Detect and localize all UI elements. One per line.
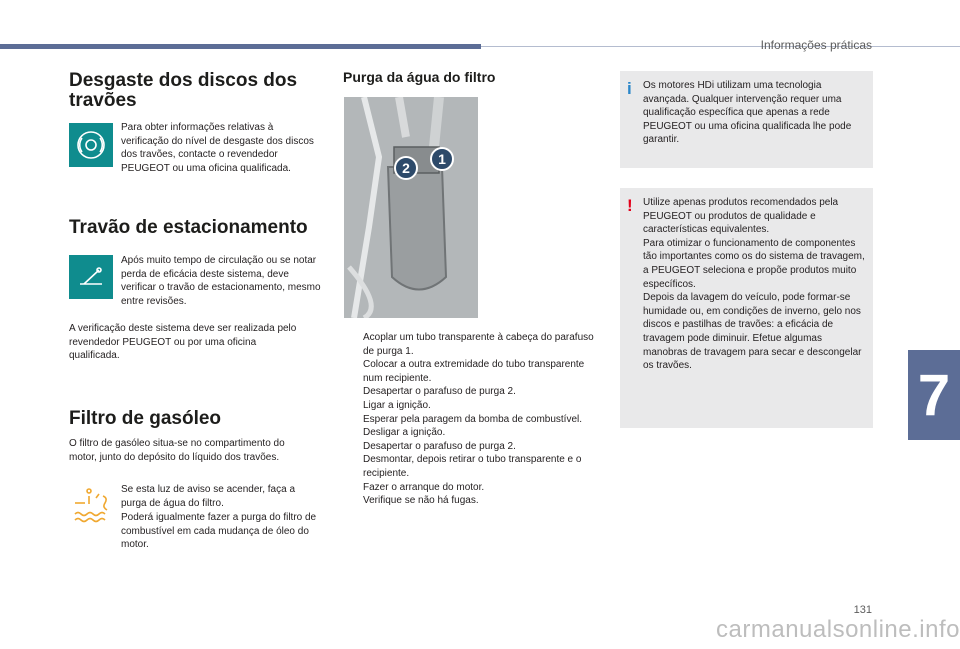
diesel-text: O filtro de gasóleo situa-se no compartimento do motor, junto do depósito do líquido dos travões. [69,438,285,463]
parking-brake-icon [69,255,113,299]
parking-title: Travão de estacionamento [69,217,308,238]
info-icon: i [627,79,632,98]
list-item: Desapertar o parafuso de purga 2. [363,440,516,452]
discs-title: Desgaste dos discos dos travões [69,70,298,111]
brake-disc-icon [69,123,113,167]
header-rule [481,46,960,47]
callout-1: 1 [438,151,446,167]
list-item: Desmontar, depois retirar o tubo transparente e o recipiente. [363,454,582,479]
page-number: 131 [853,604,872,616]
purge-title: Purga da água do filtro [343,69,496,85]
diesel-warning-text: Se esta luz de aviso se acender, faça a purga de água do filtro. [121,484,295,509]
list-item: Verifique se não há fugas. [363,495,479,507]
fuel-filter-photo [344,97,478,318]
list-item: Colocar a outra extremidade do tubo transparente num recipiente. [363,359,585,384]
callout-2: 2 [402,160,410,176]
diesel-warning-text2: Poderá igualmente fazer a purga do filtro de combustível em cada mudança de óleo do motor. [121,512,317,551]
purge-steps [343,331,598,508]
discs-text: Para obter informações relativas à verificação do nível de desgaste dos discos dos travões, contacte o revendedor PEUGEOT ou uma oficina qualificada. [121,122,314,174]
section-title: Informações práticas [760,38,872,52]
list-item: Desapertar o parafuso de purga 2. [363,386,516,398]
parking-text: Após muito tempo de circulação ou se notar perda de eficácia deste sistema, deve verificar o travão de estacionamento, mesmo entre revisões. [121,255,321,307]
warning-paragraph: Para otimizar o funcionamento de componentes tão importantes como os do sistema de travagem, a PEUGEOT seleciona e propõe produtos muito específicos. [643,237,865,290]
list-item: Desligar a ignição. [363,427,446,439]
list-item: Acoplar um tubo transparente à cabeça do parafuso de purga 1. [363,332,594,357]
water-in-fuel-warning-icon [71,484,115,528]
chapter-tab[interactable]: 7 [908,350,960,440]
list-item: Ligar a ignição. [363,399,431,411]
warning-paragraph: Utilize apenas produtos recomendados pela PEUGEOT ou produtos de qualidade e características equivalentes. [643,197,839,236]
list-item: Esperar pela paragem da bomba de combustível. [363,413,583,425]
list-item: Fazer o arranque do motor. [363,481,485,493]
warning-note [620,188,873,428]
info-note-text: Os motores HDi utilizam uma tecnologia avançada. Qualquer intervenção requer uma qualificação específica que apenas a rede PEUGEOT ou uma oficina qualificada lhe pode garantir. [643,80,852,146]
header-accent-bar [0,44,481,49]
parking-text2: A verificação deste sistema deve ser realizada pelo revendedor PEUGEOT ou por uma oficina qualificada. [69,323,297,362]
info-note [620,71,873,168]
warning-icon: ! [627,196,633,215]
watermark[interactable]: carmanualsonline.info [716,616,960,643]
warning-paragraph: Depois da lavagem do veículo, pode formar-se humidade ou, em condições de inverno, gelo nos discos e pastilhas de travões: a eficácia de travagem pode diminuir. Efetue algumas manobras de travagem para secar e descongelar os travões. [643,292,862,372]
diesel-title: Filtro de gasóleo [69,408,222,429]
